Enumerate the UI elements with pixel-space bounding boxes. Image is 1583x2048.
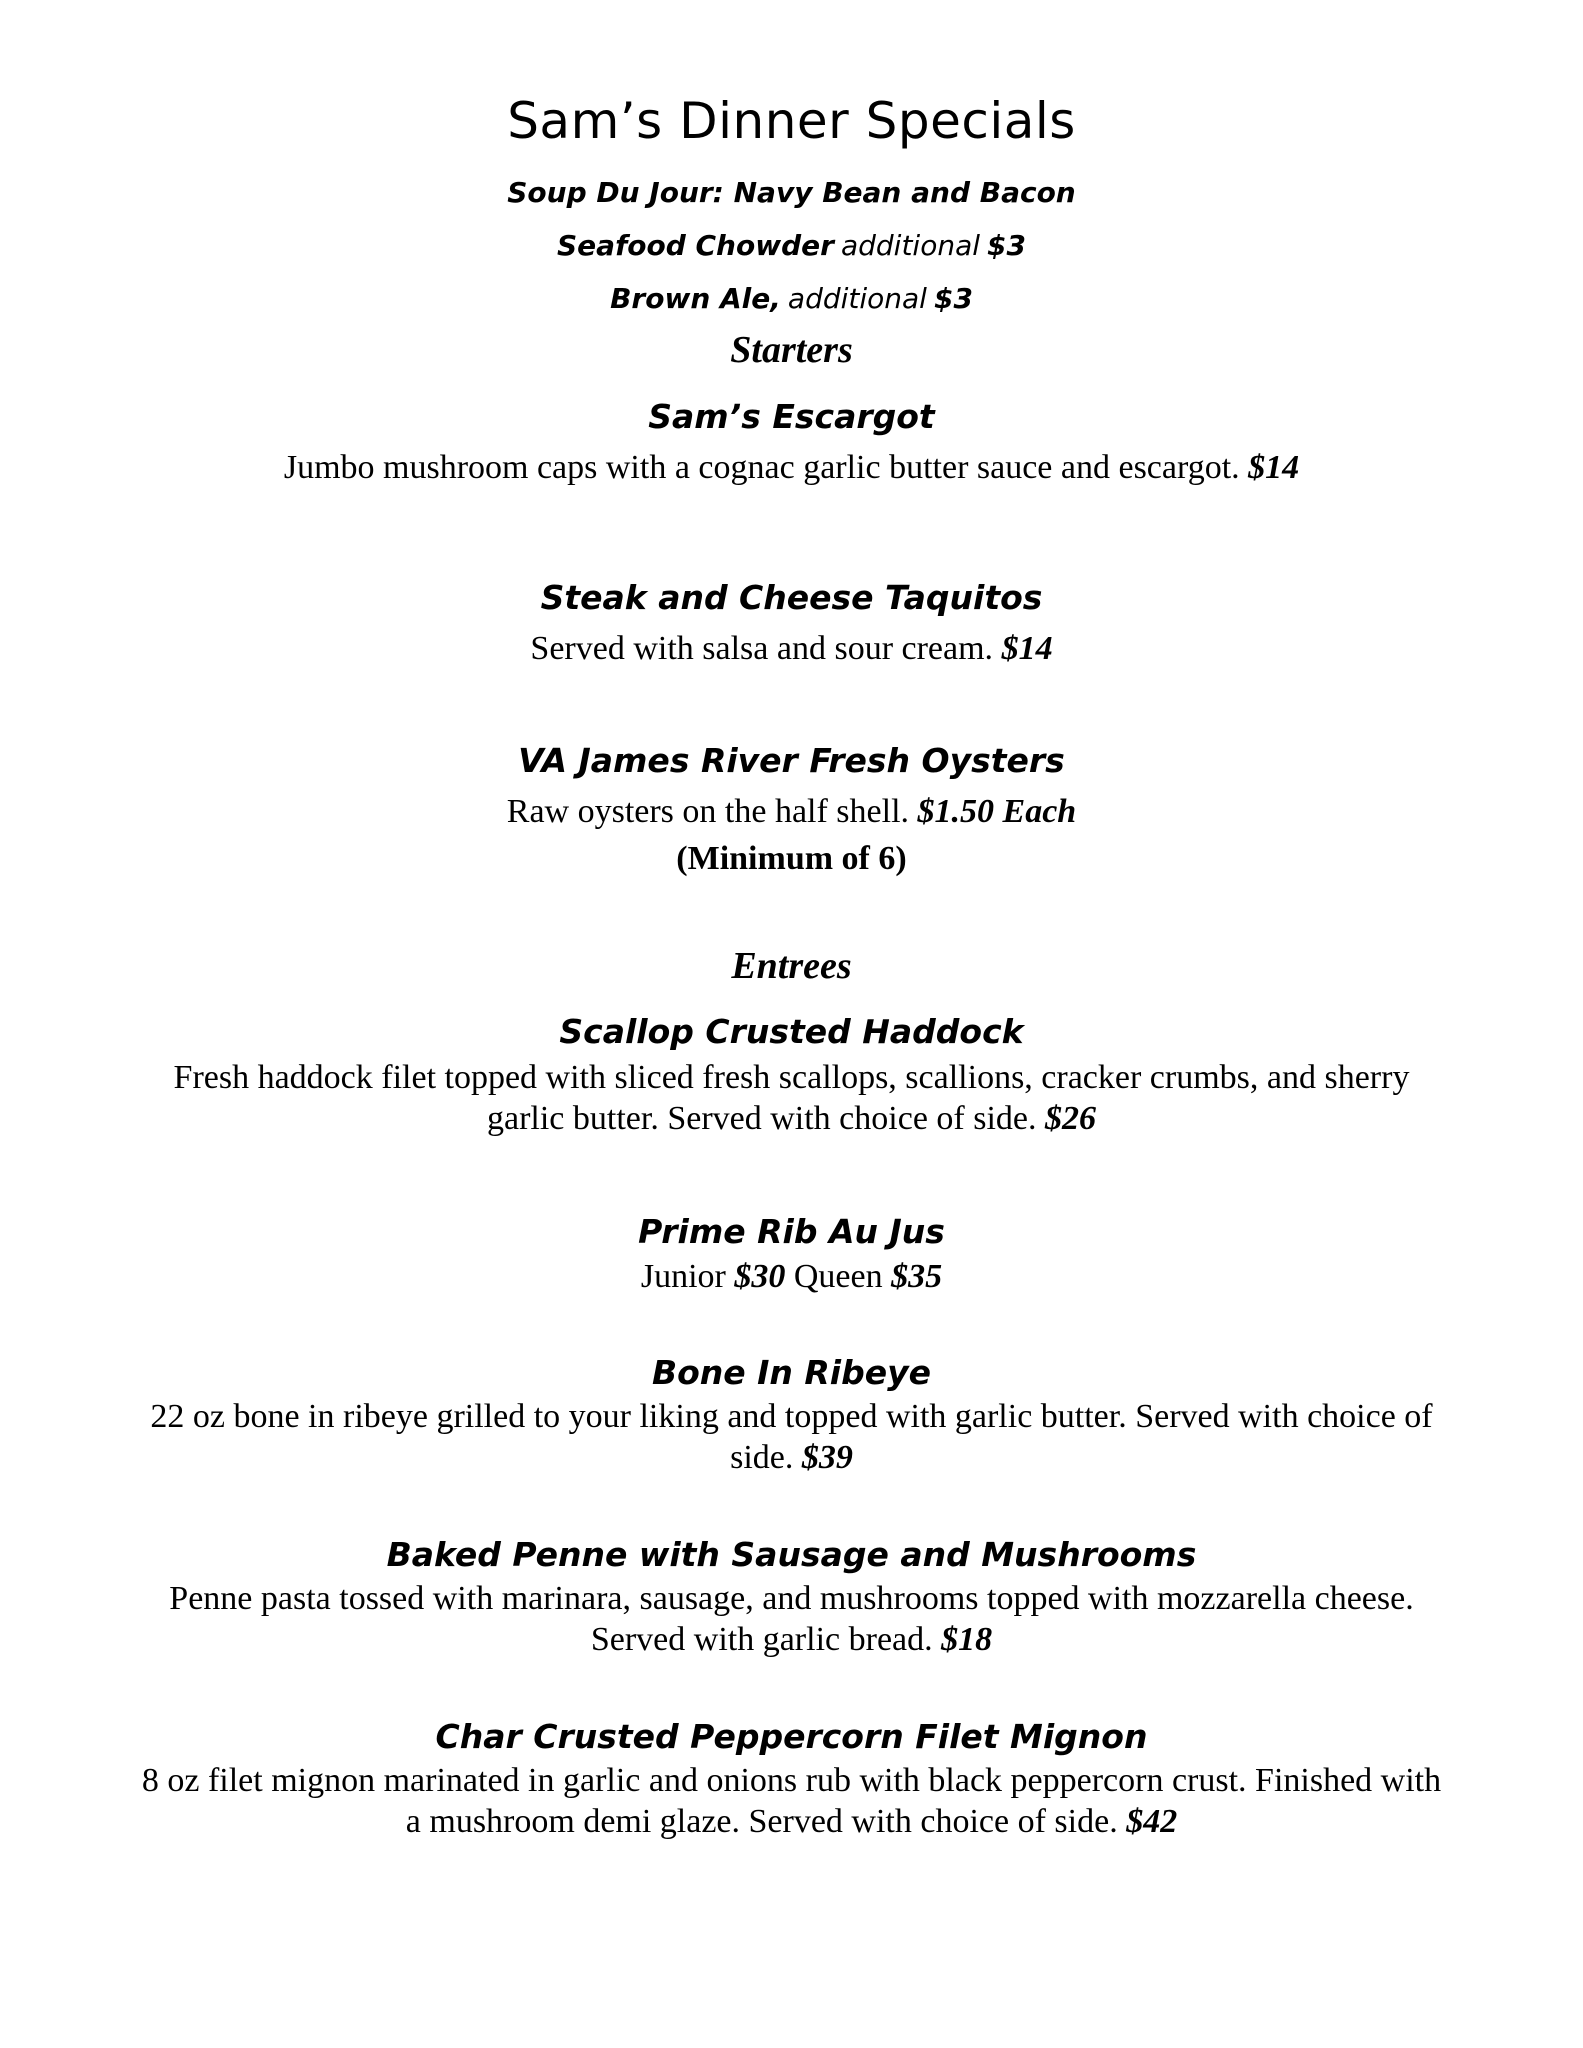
item-name-filet-mignon: Char Crusted Peppercorn Filet Mignon [435, 1717, 1148, 1756]
seafood-chowder-price: $3 [987, 229, 1026, 262]
brown-ale-note: additional [787, 282, 927, 315]
item-name-prime-rib: Prime Rib Au Jus [638, 1212, 945, 1251]
item-name-taquitos: Steak and Cheese Taquitos [540, 578, 1043, 617]
item-desc-oysters [0, 793, 1583, 831]
brown-ale-price: $3 [933, 282, 973, 315]
seafood-chowder-line [0, 229, 1583, 263]
oysters-minimum-note: (Minimum of 6) [676, 840, 907, 877]
item-desc-escargot [0, 449, 1583, 487]
item-desc-penne-line1: Penne pasta tossed with marinara, sausage, and mushrooms topped with mozzarella cheese. [169, 1580, 1414, 1617]
item-name-penne: Baked Penne with Sausage and Mushrooms [386, 1535, 1197, 1574]
size-label: Junior [640, 1258, 726, 1295]
item-price: $14 [1248, 449, 1300, 486]
item-desc-taquitos [0, 630, 1583, 668]
item-price: $1.50 Each [917, 793, 1077, 830]
item-price: $14 [1001, 630, 1053, 667]
item-name-oysters: VA James River Fresh Oysters [518, 741, 1065, 780]
item-desc-filet-line1: 8 oz filet mignon marinated in garlic and onions rub with black peppercorn crust. Finished with [141, 1762, 1442, 1799]
item-desc-text: garlic butter. Served with choice of side. [487, 1100, 1037, 1137]
menu-title: Sam’s Dinner Specials [507, 92, 1076, 150]
item-desc-text: Served with salsa and sour cream. [530, 630, 994, 667]
seafood-chowder-note: additional [840, 229, 981, 262]
item-desc-haddock-line1: Fresh haddock filet topped with sliced fresh scallops, scallions, cracker crumbs, and sherry [173, 1059, 1410, 1096]
starters-heading: Starters [730, 329, 853, 371]
item-desc-text: Jumbo mushroom caps with a cognac garlic butter sauce and escargot. [283, 449, 1240, 486]
item-desc-prime-rib [0, 1258, 1583, 1296]
soup-du-jour: Soup Du Jour: Navy Bean and Bacon [507, 176, 1076, 209]
item-name-escargot: Sam’s Escargot [648, 397, 935, 436]
brown-ale-name: Brown Ale, [610, 282, 781, 315]
item-desc-haddock-line2 [0, 1100, 1583, 1138]
item-desc-text: a mushroom demi glaze. Served with choice of side. [405, 1803, 1118, 1840]
item-desc-text: Raw oysters on the half shell. [506, 793, 910, 830]
item-desc-text: Served with garlic bread. [590, 1621, 933, 1658]
item-desc-ribeye-line2 [0, 1439, 1583, 1477]
item-price: $18 [941, 1621, 993, 1658]
item-name-ribeye: Bone In Ribeye [651, 1353, 932, 1392]
item-desc-ribeye-line1: 22 oz bone in ribeye grilled to your liking and topped with garlic butter. Served with choice of [150, 1398, 1433, 1435]
entrees-heading: Entrees [731, 945, 852, 987]
item-desc-text: side. [730, 1439, 794, 1476]
item-price: $39 [801, 1439, 853, 1476]
item-desc-penne-line2 [0, 1621, 1583, 1659]
item-price: $42 [1126, 1803, 1178, 1840]
item-price: $26 [1045, 1100, 1096, 1137]
size-price: $30 [734, 1258, 786, 1295]
size-label: Queen [793, 1258, 883, 1295]
item-desc-filet-line2 [0, 1803, 1583, 1841]
seafood-chowder-name: Seafood Chowder [557, 229, 834, 262]
size-price: $35 [891, 1258, 943, 1295]
brown-ale-line [0, 282, 1583, 316]
item-name-haddock: Scallop Crusted Haddock [559, 1012, 1024, 1051]
